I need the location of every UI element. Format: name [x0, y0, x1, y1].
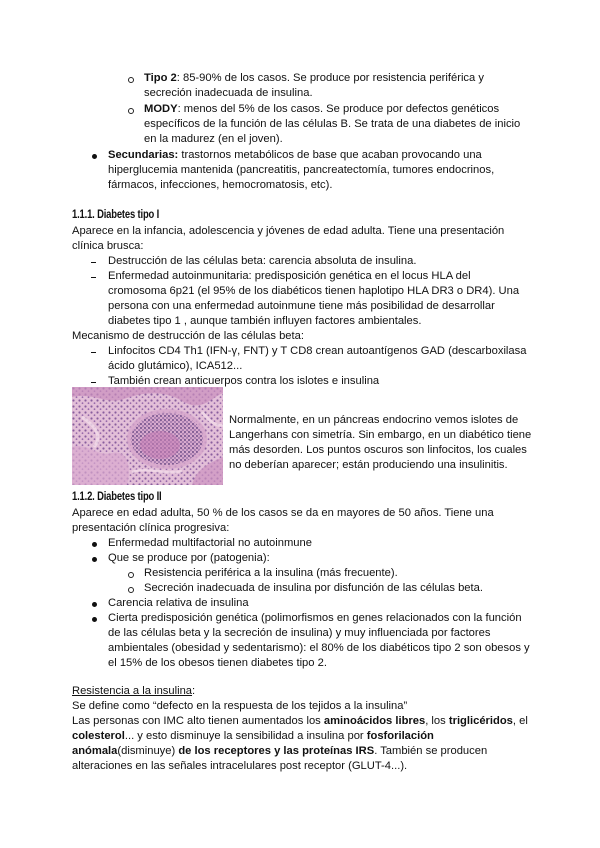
- text-line: [72, 729, 434, 744]
- bold-text: anómala: [72, 745, 118, 757]
- text-line: específicos de la función de las células B. Se trata de una diabetes de inicio: [144, 118, 521, 130]
- text-line: Mecanismo de destrucción de las células beta:: [72, 330, 304, 342]
- subsection-title: [72, 684, 195, 699]
- text-line: Secreción inadecuada de insulina por disfunción de las células beta.: [144, 582, 483, 594]
- disc-bullet: [92, 617, 97, 622]
- text-line: Destrucción de las células beta: carencia absoluta de insulina.: [108, 255, 417, 267]
- image-caption: Normalmente, en un páncreas endocrino vemos islotes de: [229, 414, 519, 426]
- dash-bullet: [91, 262, 96, 263]
- text: : 85-90% de los casos. Se produce por resistencia periférica y: [176, 72, 484, 84]
- circle-bullet: [128, 77, 134, 83]
- text: trastornos metabólicos de base que acaban provocando una: [178, 149, 482, 161]
- text-line: el 15% de los obesos tienen diabetes tipo 2.: [108, 657, 327, 669]
- image-caption: más desorden. Los puntos oscuros son linfocitos, los cuales: [229, 444, 527, 456]
- dash-bullet: [91, 352, 96, 353]
- text: . También se producen: [374, 745, 488, 757]
- text-line: Cierta predisposición genética (polimorfismos en genes relacionados con la función: [108, 612, 522, 624]
- bold-text: colesterol: [72, 730, 125, 742]
- dash-bullet: [91, 277, 96, 278]
- section-heading-tipo2: 1.1.2. Diabetes tipo II: [72, 491, 162, 503]
- circle-bullet: [128, 572, 134, 578]
- bold-text: de los receptores y las proteínas IRS: [178, 745, 375, 757]
- list-item-mody: [144, 102, 499, 117]
- text-line: alteraciones en las señales intracelulares post receptor (GLUT-4...).: [72, 760, 408, 772]
- text-line: Carencia relativa de insulina: [108, 597, 249, 609]
- list-item-tipo2: [144, 71, 484, 86]
- text-line: Que se produce por (patogenia):: [108, 552, 270, 564]
- bold-text: triglicéridos: [448, 715, 513, 727]
- disc-bullet: [92, 557, 97, 562]
- dash-bullet: [91, 382, 96, 383]
- text-line: presentación clínica progresiva:: [72, 522, 230, 534]
- text-line: persona con una enfermedad autoinmune tiene más posibilidad de desarrollar: [108, 300, 495, 312]
- disc-bullet: [92, 154, 97, 159]
- text-line: diabetes tipo 1 , aunque también influyen factores ambientales.: [108, 315, 422, 327]
- text-line: en la madurez (en el joven).: [144, 133, 283, 145]
- term-tipo2: Tipo 2: [144, 72, 177, 84]
- text-line: [72, 744, 487, 759]
- text-line: de las células beta y la secreción de insulina) y muy influenciada por factores: [108, 627, 491, 639]
- text-line: Enfermedad autoinmunitaria: predisposición genética en el locus HLA del: [108, 270, 471, 282]
- text-line: cromosoma 6p21 (el 95% de los diabéticos tienen haplotipo HLA DR3 o DR4). Una: [108, 285, 520, 297]
- image-caption: no deberían aparecer; están produciendo una insulinitis.: [229, 459, 508, 471]
- histology-image: [72, 387, 223, 485]
- text-line: secreción inadecuada de insulina.: [144, 87, 313, 99]
- text-line: hiperglucemia mantenida (pancreatitis, pancreatectomía, tumores endocrinos,: [108, 164, 495, 176]
- colon: :: [192, 685, 196, 697]
- section-heading-tipo1: 1.1.1. Diabetes tipo I: [72, 209, 160, 221]
- text-line: [72, 714, 528, 729]
- bold-text: fosforilación: [366, 730, 434, 742]
- bold-text: aminoácidos libres: [323, 715, 426, 727]
- text-line: clínica brusca:: [72, 240, 144, 252]
- circle-bullet: [128, 587, 134, 593]
- text-line: Aparece en edad adulta, 50 % de los casos se da en mayores de 50 años. Tiene una: [72, 507, 494, 519]
- text: Las personas con IMC alto tienen aumentados los: [72, 715, 324, 727]
- term-secundarias: Secundarias:: [108, 149, 179, 161]
- term-mody: MODY: [144, 103, 178, 115]
- image-caption: Langerhans con simetría. Sin embargo, en un diabético tiene: [229, 429, 532, 441]
- text-line: También crean anticuerpos contra los islotes e insulina: [108, 375, 380, 387]
- text: (disminuye): [117, 745, 179, 757]
- text: , los: [425, 715, 449, 727]
- list-item-secundarias: [108, 148, 482, 163]
- text: , el: [512, 715, 528, 727]
- disc-bullet: [92, 602, 97, 607]
- text-line: Linfocitos CD4 Th1 (IFN-γ, FNT) y T CD8 crean autoantígenos GAD (descarboxilasa: [108, 345, 527, 357]
- text-line: Aparece en la infancia, adolescencia y jóvenes de edad adulta. Tiene una presentación: [72, 225, 505, 237]
- text-line: Enfermedad multifactorial no autoinmune: [108, 537, 312, 549]
- circle-bullet: [128, 108, 134, 114]
- text: ... y esto disminuye la sensibilidad a insulina por: [124, 730, 367, 742]
- text-line: Se define como “defecto en la respuesta de los tejidos a la insulina”: [72, 700, 408, 712]
- subsection-title-text: Resistencia a la insulina: [72, 685, 193, 697]
- text-line: ambientales (obesidad y sedentarismo): el 80% de los diabéticos tipo 2 son obesos y: [108, 642, 530, 654]
- text-line: Resistencia periférica a la insulina (más frecuente).: [144, 567, 398, 579]
- text-line: ácido glutámico), ICA512...: [108, 360, 243, 372]
- text: : menos del 5% de los casos. Se produce por defectos genéticos: [177, 103, 500, 115]
- text-line: fármacos, infecciones, hemocromatosis, etc).: [108, 179, 333, 191]
- disc-bullet: [92, 542, 97, 547]
